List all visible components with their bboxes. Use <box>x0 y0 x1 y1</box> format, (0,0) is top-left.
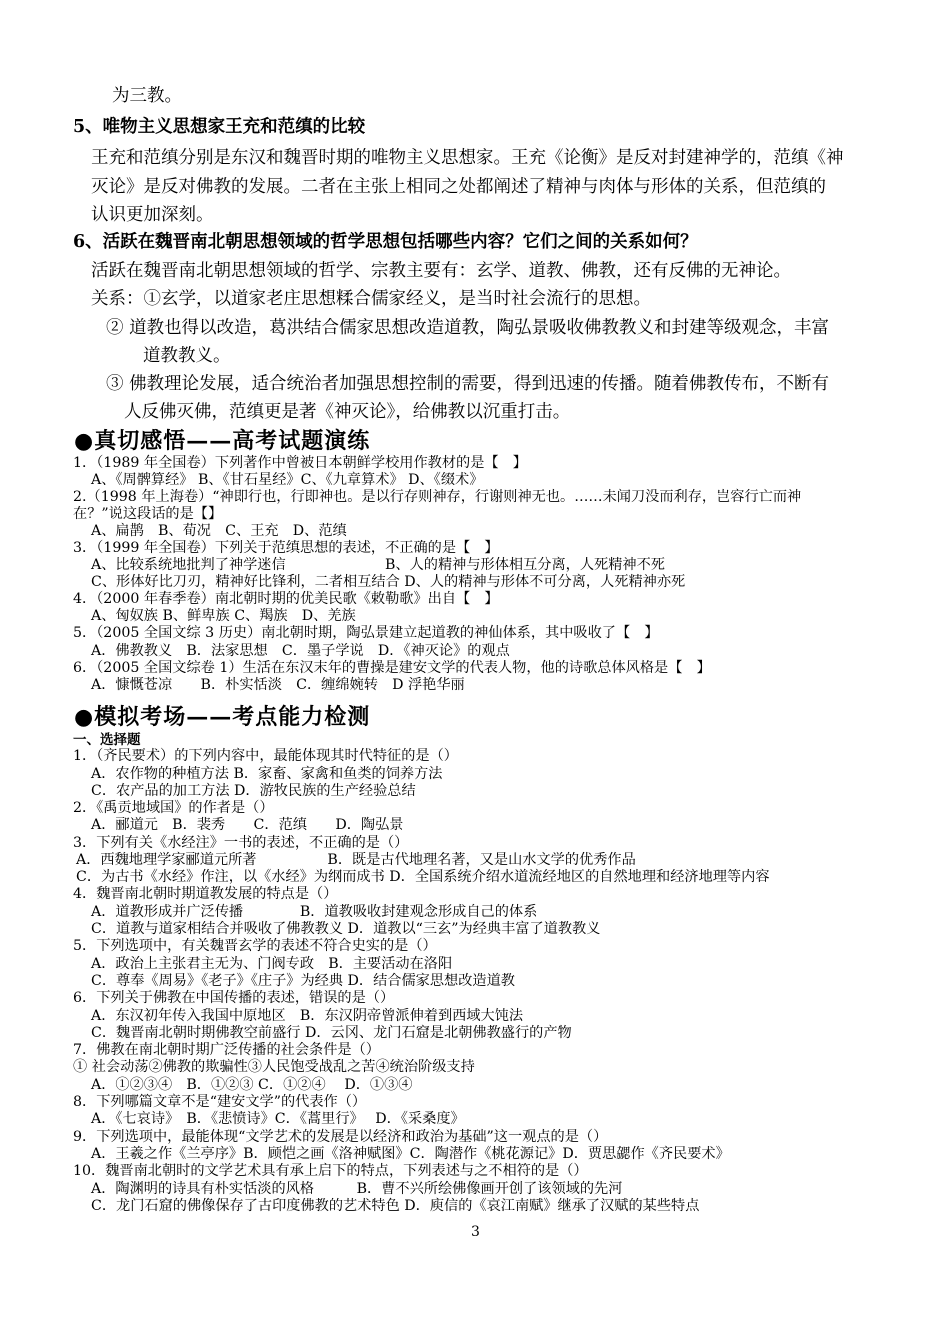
exam-line: C、形体好比刀刃，精神好比锋利，二者相互结合 D、人的精神与形体不可分离，人死精神亦死 <box>91 574 686 590</box>
mock-line: A．农作物的种植方法 B．家畜、家禽和鱼类的饲养方法 <box>91 766 443 782</box>
exam-line: A、匈奴族 B、鲜卑族 C、羯族 D、羌族 <box>91 608 356 624</box>
exam-line: 在？”说这段话的是【】 <box>73 506 223 522</box>
mock-line: 5．下列选项中，有关魏晋玄学的表述不符合史实的是（） <box>73 938 437 954</box>
mock-line: 3．下列有关《水经注》一书的表述，不正确的是（） <box>73 835 409 851</box>
exam-line: A、《周髀算经》 B、《甘石星经》C、《九章算术》 D、《缀术》 <box>91 472 484 488</box>
mock-line: 2．《禹贡地域国》的作者是（） <box>73 800 274 816</box>
q6-heading: 6、活跃在魏晋南北朝思想领域的哲学思想包括哪些内容？它们之间的关系如何？ <box>73 232 698 252</box>
mock-line: C．农产品的加工方法 D．游牧民族的生产经验总结 <box>91 783 416 799</box>
mock-line: 8．下列哪篇文章不是“建安文学”的代表作（） <box>73 1094 367 1110</box>
mock-line: A．西魏地理学家郦道元所著 B．既是古代地理名著，又是山水文学的优秀作品 <box>76 852 636 868</box>
q5-body-line: 认识更加深刻。 <box>91 205 214 225</box>
mock-line: C．为古书《水经》作注，以《水经》为纲而成书 D．全国系统介绍水道流经地区的自然地理和经济地理等内容 <box>76 869 770 885</box>
q6-body-line: 人反佛灭佛，范缜更是著《神灭论》，给佛教以沉重打击。 <box>124 402 571 422</box>
mock-line: A．陶渊明的诗具有朴实恬淡的风格 B．曹不兴所绘佛像画开创了该领域的先河 <box>91 1181 623 1197</box>
q5-body-line: 灭论》是反对佛教的发展。二者在主张上相同之处都阐述了精神与肉体与形体的关系，但范缜的 <box>91 177 826 197</box>
page-number: 3 <box>471 1224 480 1240</box>
mock-line: C．道教与道家相结合并吸收了佛教教义 D．道教以“三玄”为经典丰富了道教教义 <box>91 921 601 937</box>
q6-body-line: ③ 佛教理论发展，适合统治者加强思想控制的需要，得到迅速的传播。随着佛教传布，不断有 <box>106 374 830 394</box>
exam-line: A、扁鹊 B、荀况 C、王充 D、范缜 <box>91 523 347 539</box>
mock-line: C．龙门石窟的佛像保存了古印度佛教的艺术特色 D．庾信的《哀江南赋》继承了汉赋的某些特点 <box>91 1198 700 1214</box>
exam-line: 3．（1999 年全国卷）下列关于范缜思想的表述，不正确的是【 】 <box>73 540 499 556</box>
exam-line: 6．（2005 全国文综卷 1）生活在东汉末年的曹操是建安文学的代表人物，他的诗歌总体风格是【 】 <box>73 660 711 676</box>
section-title-mock-exam: ●模拟考场——考点能力检测 <box>74 704 371 730</box>
mock-line: A．道教形成并广泛传播 B．道教吸收封建观念形成自己的体系 <box>91 904 538 920</box>
q5-heading: 5、唯物主义思想家王充和范缜的比较 <box>73 117 366 137</box>
q6-body-line: 活跃在魏晋南北朝思想领域的哲学、宗教主要有：玄学、道教、佛教，还有反佛的无神论。 <box>91 261 791 281</box>
mock-line: A．东汉初年传入我国中原地区 B．东汉阴帝曾派伸着到西域大饨法 <box>91 1008 524 1024</box>
intro-line: 为三教。 <box>112 86 182 106</box>
mock-line: A．王羲之作《兰亭序》B．顾恺之画《洛神赋图》C．陶潜作《桃花源记》D．贾思勰作《齐民要术》 <box>91 1146 730 1162</box>
exam-line: A．慷慨苍凉 B．朴实恬淡 C．缠绵婉转 D 浮艳华丽 <box>91 677 465 693</box>
mock-line: C．魏晋南北朝时期佛教空前盛行 D．云冈、龙门石窟是北朝佛教盛行的产物 <box>91 1025 572 1041</box>
mock-line: 1．（齐民要术）的下列内容中，最能体现其时代特征的是（） <box>73 748 458 764</box>
exam-line: 1．（1989 年全国卷）下列著作中曾被日本朝鲜学校用作教材的是【 】 <box>73 455 527 471</box>
exam-line: 5．（2005 全国文综 3 历史）南北朝时期，陶弘景建立起道教的神仙体系，其中吸收了【 】 <box>73 625 659 641</box>
mock-line: ① 社会动荡②佛教的欺骗性③人民饱受战乱之苦④统治阶级支持 <box>73 1059 475 1075</box>
mock-line: 10．魏晋南北朝时的文学艺术具有承上启下的特点，下列表述与之不相符的是（） <box>73 1163 588 1179</box>
exam-line: A、比较系统地批判了神学迷信 B、人的精神与形体相互分离，人死精神不死 <box>91 557 665 573</box>
mock-line: 7．佛教在南北朝时期广泛传播的社会条件是（） <box>73 1042 380 1058</box>
section-title-exam-practice: ●真切感悟——高考试题演练 <box>74 428 371 454</box>
q6-body-line: 关系：①玄学，以道家老庄思想糅合儒家经义，是当时社会流行的思想。 <box>91 289 651 309</box>
q5-body-line: 王充和范缜分别是东汉和魏晋时期的唯物主义思想家。王充《论衡》是反对封建神学的，范缜《神 <box>91 148 844 168</box>
exam-line: 2.（1998 年上海卷）“神即行也，行即神也。是以行存则神存，行谢则神无也。……未闻刀没而利存，岂容行亡而神 <box>73 489 802 505</box>
mock-line: 9．下列选项中，最能体现“文学艺术的发展是以经济和政治为基础”这一观点的是（） <box>73 1129 608 1145</box>
mock-line: A．《七哀诗》 B．《悲愤诗》C．《蒿里行》 D．《采桑度》 <box>91 1111 465 1127</box>
exam-line: 4．（2000 年春季卷）南北朝时期的优美民歌《敕勒歌》出自【 】 <box>73 591 499 607</box>
mock-line: C．尊奉《周易》《老子》《庄子》为经典 D．结合儒家思想改造道教 <box>91 973 515 989</box>
mock-line: A．①②③④ B．①②③ C．①②④ D．①③④ <box>91 1077 413 1093</box>
q6-body-line: 道教教义。 <box>143 346 231 366</box>
exam-line: A．佛教教义 B．法家思想 C．墨子学说 D．《神灭论》的观点 <box>91 643 510 659</box>
section-subtitle-multiple-choice: 一、选择题 <box>73 732 141 748</box>
mock-line: 6．下列关于佛教在中国传播的表述，错误的是（） <box>73 990 395 1006</box>
mock-line: A．郦道元 B．裴秀 C．范缜 D．陶弘景 <box>91 817 404 833</box>
mock-line: 4．魏晋南北朝时期道教发展的特点是（） <box>73 886 338 902</box>
mock-line: A．政治上主张君主无为、门阀专政 B．主要活动在洛阳 <box>91 956 453 972</box>
q6-body-line: ② 道教也得以改造，葛洪结合儒家思想改造道教，陶弘景吸收佛教教义和封建等级观念，丰富 <box>106 318 830 338</box>
